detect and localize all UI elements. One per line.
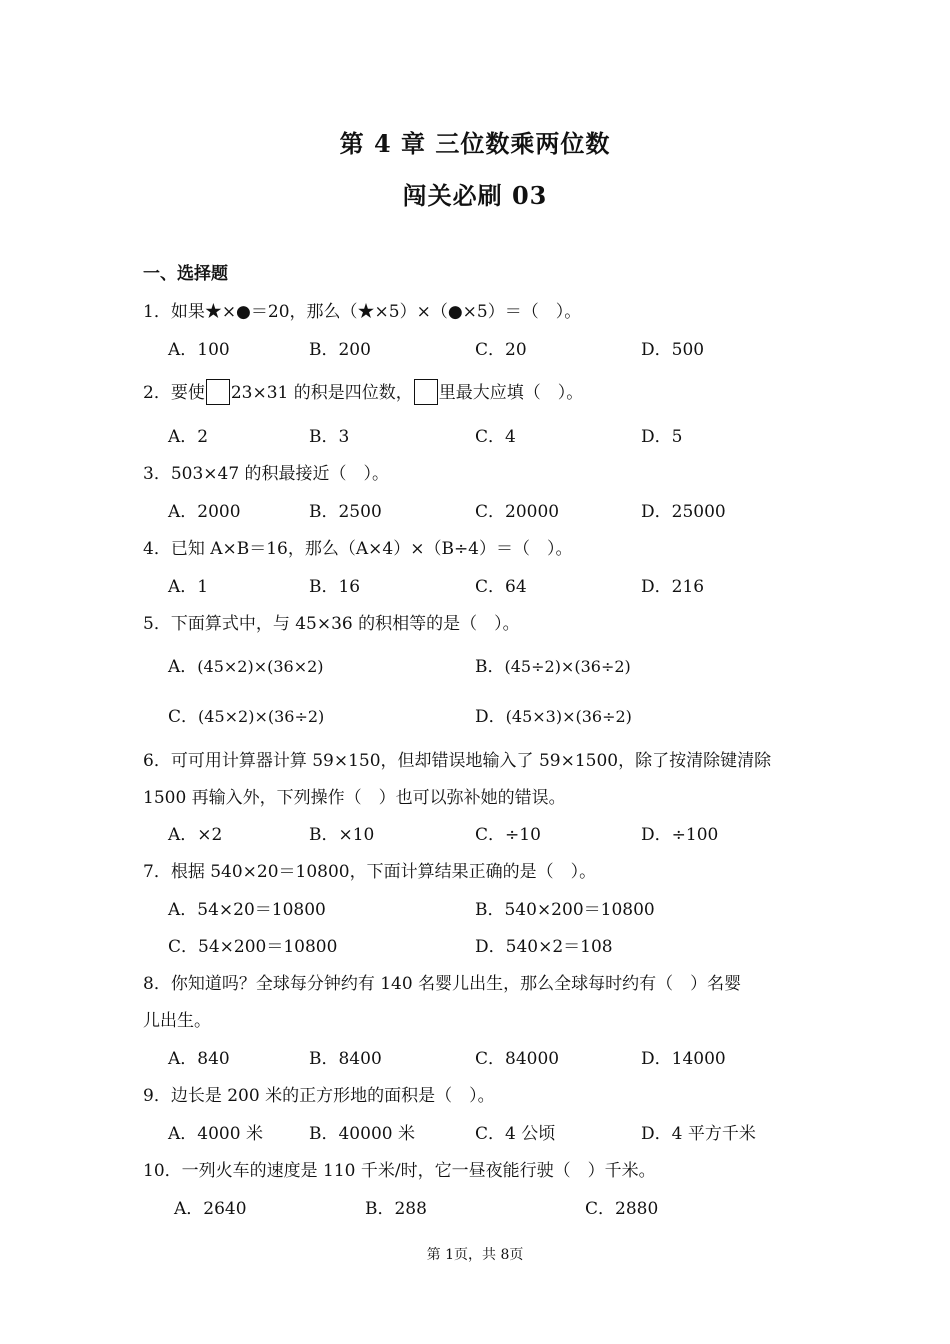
question-8-line-1: 8．你知道吗？全球每分钟约有 140 名婴儿出生，那么全球每时约有（ ）名婴 [143, 974, 742, 994]
q2-text-mid: 23×31 的积是四位数， [230, 383, 413, 403]
q5-option-b-expression: (45÷2)×(36÷2) [504, 657, 631, 676]
q1-option-a: A．100 [168, 340, 230, 360]
q4-option-b: B．16 [309, 577, 361, 597]
q9-option-a: A．4000 米 [168, 1124, 263, 1144]
q8-option-d: D．14000 [641, 1049, 726, 1069]
q5-option-a [168, 652, 324, 677]
document-subtitle: 闯关必刷 03 [402, 181, 548, 210]
q6-option-d: D．÷100 [641, 825, 719, 845]
q8-option-c: C．84000 [475, 1049, 560, 1069]
q6-option-c: C．÷10 [475, 825, 541, 845]
q10-option-b: B．288 [365, 1199, 427, 1219]
q3-option-c: C．20000 [475, 502, 560, 522]
question-10: 10．一列火车的速度是 110 千米/时，它一昼夜能行驶（ ）千米。 [143, 1161, 656, 1181]
q1-option-c: C．20 [475, 340, 527, 360]
q7-option-a: A．54×20＝10800 [168, 900, 326, 920]
q10-option-c: C．2880 [585, 1199, 659, 1219]
q9-option-d: D．4 平方千米 [641, 1124, 756, 1144]
q5-option-b-label: B． [475, 657, 505, 677]
q8-option-b: B．8400 [309, 1049, 382, 1069]
question-6-line-1: 6．可可用计算器计算 59×150，但却错误地输入了 59×1500，除了按清除键清除 [143, 751, 772, 771]
q3-option-d: D．25000 [641, 502, 726, 522]
q4-option-a: A．1 [168, 577, 209, 597]
question-1: 1．如果★×●＝20，那么（★×5）×（●×5）＝（ ）。 [143, 302, 582, 322]
q2-text-post: 里最大应填（ ）。 [438, 383, 584, 403]
q9-option-c: C．4 公顷 [475, 1124, 556, 1144]
q5-option-d [475, 702, 632, 727]
q7-option-b: B．540×200＝10800 [475, 900, 655, 920]
q5-option-b [475, 652, 631, 677]
q4-option-c: C．64 [475, 577, 527, 597]
section-heading: 一、选择题 [143, 264, 228, 284]
q3-option-b: B．2500 [309, 502, 382, 522]
question-6-line-2: 1500 再输入外，下列操作（ ）也可以弥补她的错误。 [143, 788, 566, 808]
q5-option-c-label: C． [168, 707, 199, 727]
q4-option-d: D．216 [641, 577, 705, 597]
q5-option-c [168, 702, 324, 727]
q5-option-d-expression: (45×3)×(36÷2) [505, 707, 632, 726]
question-4: 4．已知 A×B＝16，那么（A×4）×（B÷4）＝（ ）。 [143, 539, 573, 559]
q1-option-b: B．200 [309, 340, 371, 360]
q2-option-a: A．2 [168, 427, 209, 447]
q10-option-a: A．2640 [174, 1199, 247, 1219]
q6-option-a: A．×2 [168, 825, 223, 845]
question-5: 5．下面算式中，与 45×36 的积相等的是（ ）。 [143, 614, 520, 634]
question-3: 3．503×47 的积最接近（ ）。 [143, 464, 390, 484]
question-2 [143, 378, 583, 405]
q5-option-c-expression: (45×2)×(36÷2) [198, 707, 325, 726]
q2-text-pre: 2．要使 [143, 383, 205, 403]
q5-option-a-expression: (45×2)×(36×2) [197, 657, 324, 676]
question-9: 9．边长是 200 米的正方形地的面积是（ ）。 [143, 1086, 495, 1106]
question-8-line-2: 儿出生。 [143, 1011, 211, 1031]
q5-option-a-label: A． [168, 657, 198, 677]
blank-box [414, 379, 438, 405]
q9-option-b: B．40000 米 [309, 1124, 415, 1144]
q2-option-d: D．5 [641, 427, 683, 447]
q5-option-d-label: D． [475, 707, 506, 727]
page-footer: 第 1页，共 8页 [426, 1247, 524, 1263]
q8-option-a: A．840 [168, 1049, 230, 1069]
q1-option-d: D．500 [641, 340, 705, 360]
question-7: 7．根据 540×20＝10800，下面计算结果正确的是（ ）。 [143, 862, 597, 882]
q2-option-b: B．3 [309, 427, 350, 447]
q7-option-d: D．540×2＝108 [475, 937, 613, 957]
q7-option-c: C．54×200＝10800 [168, 937, 338, 957]
q2-option-c: C．4 [475, 427, 516, 447]
blank-box [206, 379, 230, 405]
q6-option-b: B．×10 [309, 825, 375, 845]
document-title: 第 4 章 三位数乘两位数 [339, 129, 611, 158]
q3-option-a: A．2000 [168, 502, 241, 522]
